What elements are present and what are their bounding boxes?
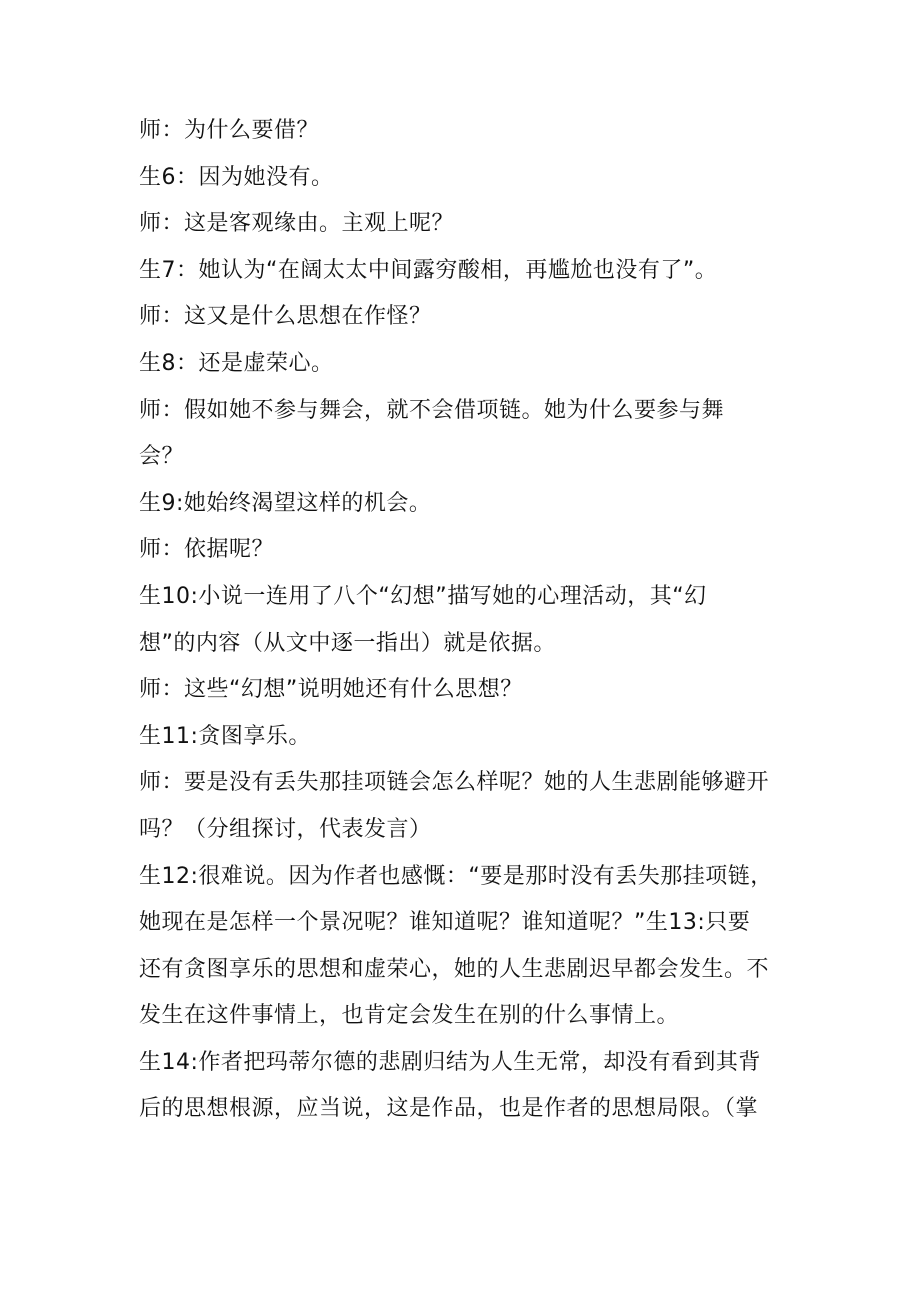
text-line-3: 师：这是客观缘由。主观上呢？ [139, 211, 455, 237]
text-line-22: 后的思想根源，应当说，这是作品，也是作者的思想局限。（掌 [139, 1096, 759, 1122]
text-line-13: 师：这些“幻想”说明她还有什么思想？ [139, 677, 523, 703]
text-line-4: 生7：她认为“在阔太太中间露穷酸相，再尴尬也没有了”。 [139, 257, 718, 283]
text-line-21: 生14:作者把玛蒂尔德的悲剧归结为人生无常，却没有看到其背 [139, 1049, 761, 1075]
text-line-20: 发生在这件事情上，也肯定会发生在别的什么事情上。 [139, 1003, 680, 1029]
text-line-16: 吗？（分组探讨，代表发言） [139, 816, 432, 842]
text-line-1: 师：为什么要借？ [139, 118, 320, 143]
text-line-15: 师：要是没有丢失那挂项链会怎么样呢？她的人生悲剧能够避开 [139, 770, 770, 796]
text-line-2: 生6：因为她没有。 [139, 164, 334, 190]
text-line-11: 生10:小说一连用了八个“幻想”描写她的心理活动，其“幻 [139, 583, 707, 609]
text-line-7: 师：假如她不参与舞会，就不会借项链。她为什么要参与舞 [139, 397, 725, 423]
document-body [139, 108, 789, 1133]
text-line-14: 生11:贪图享乐。 [139, 723, 311, 749]
text-line-12: 想”的内容（从文中逐一指出）就是依据。 [139, 630, 556, 656]
text-line-17: 生12:很难说。因为作者也感慨：“要是那时没有丢失那挂项链， [139, 863, 773, 889]
text-line-18: 她现在是怎样一个景况呢？谁知道呢？谁知道呢？”生13:只要 [139, 910, 751, 936]
text-line-9: 生9:她始终渴望这样的机会。 [139, 490, 432, 516]
text-line-19: 还有贪图享乐的思想和虚荣心，她的人生悲剧迟早都会发生。不 [139, 956, 770, 982]
text-line-5: 师：这又是什么思想在作怪？ [139, 304, 432, 330]
text-line-6: 生8：还是虚荣心。 [139, 350, 334, 376]
text-line-8: 会？ [139, 444, 185, 470]
text-line-10: 师：依据呢？ [139, 537, 275, 563]
